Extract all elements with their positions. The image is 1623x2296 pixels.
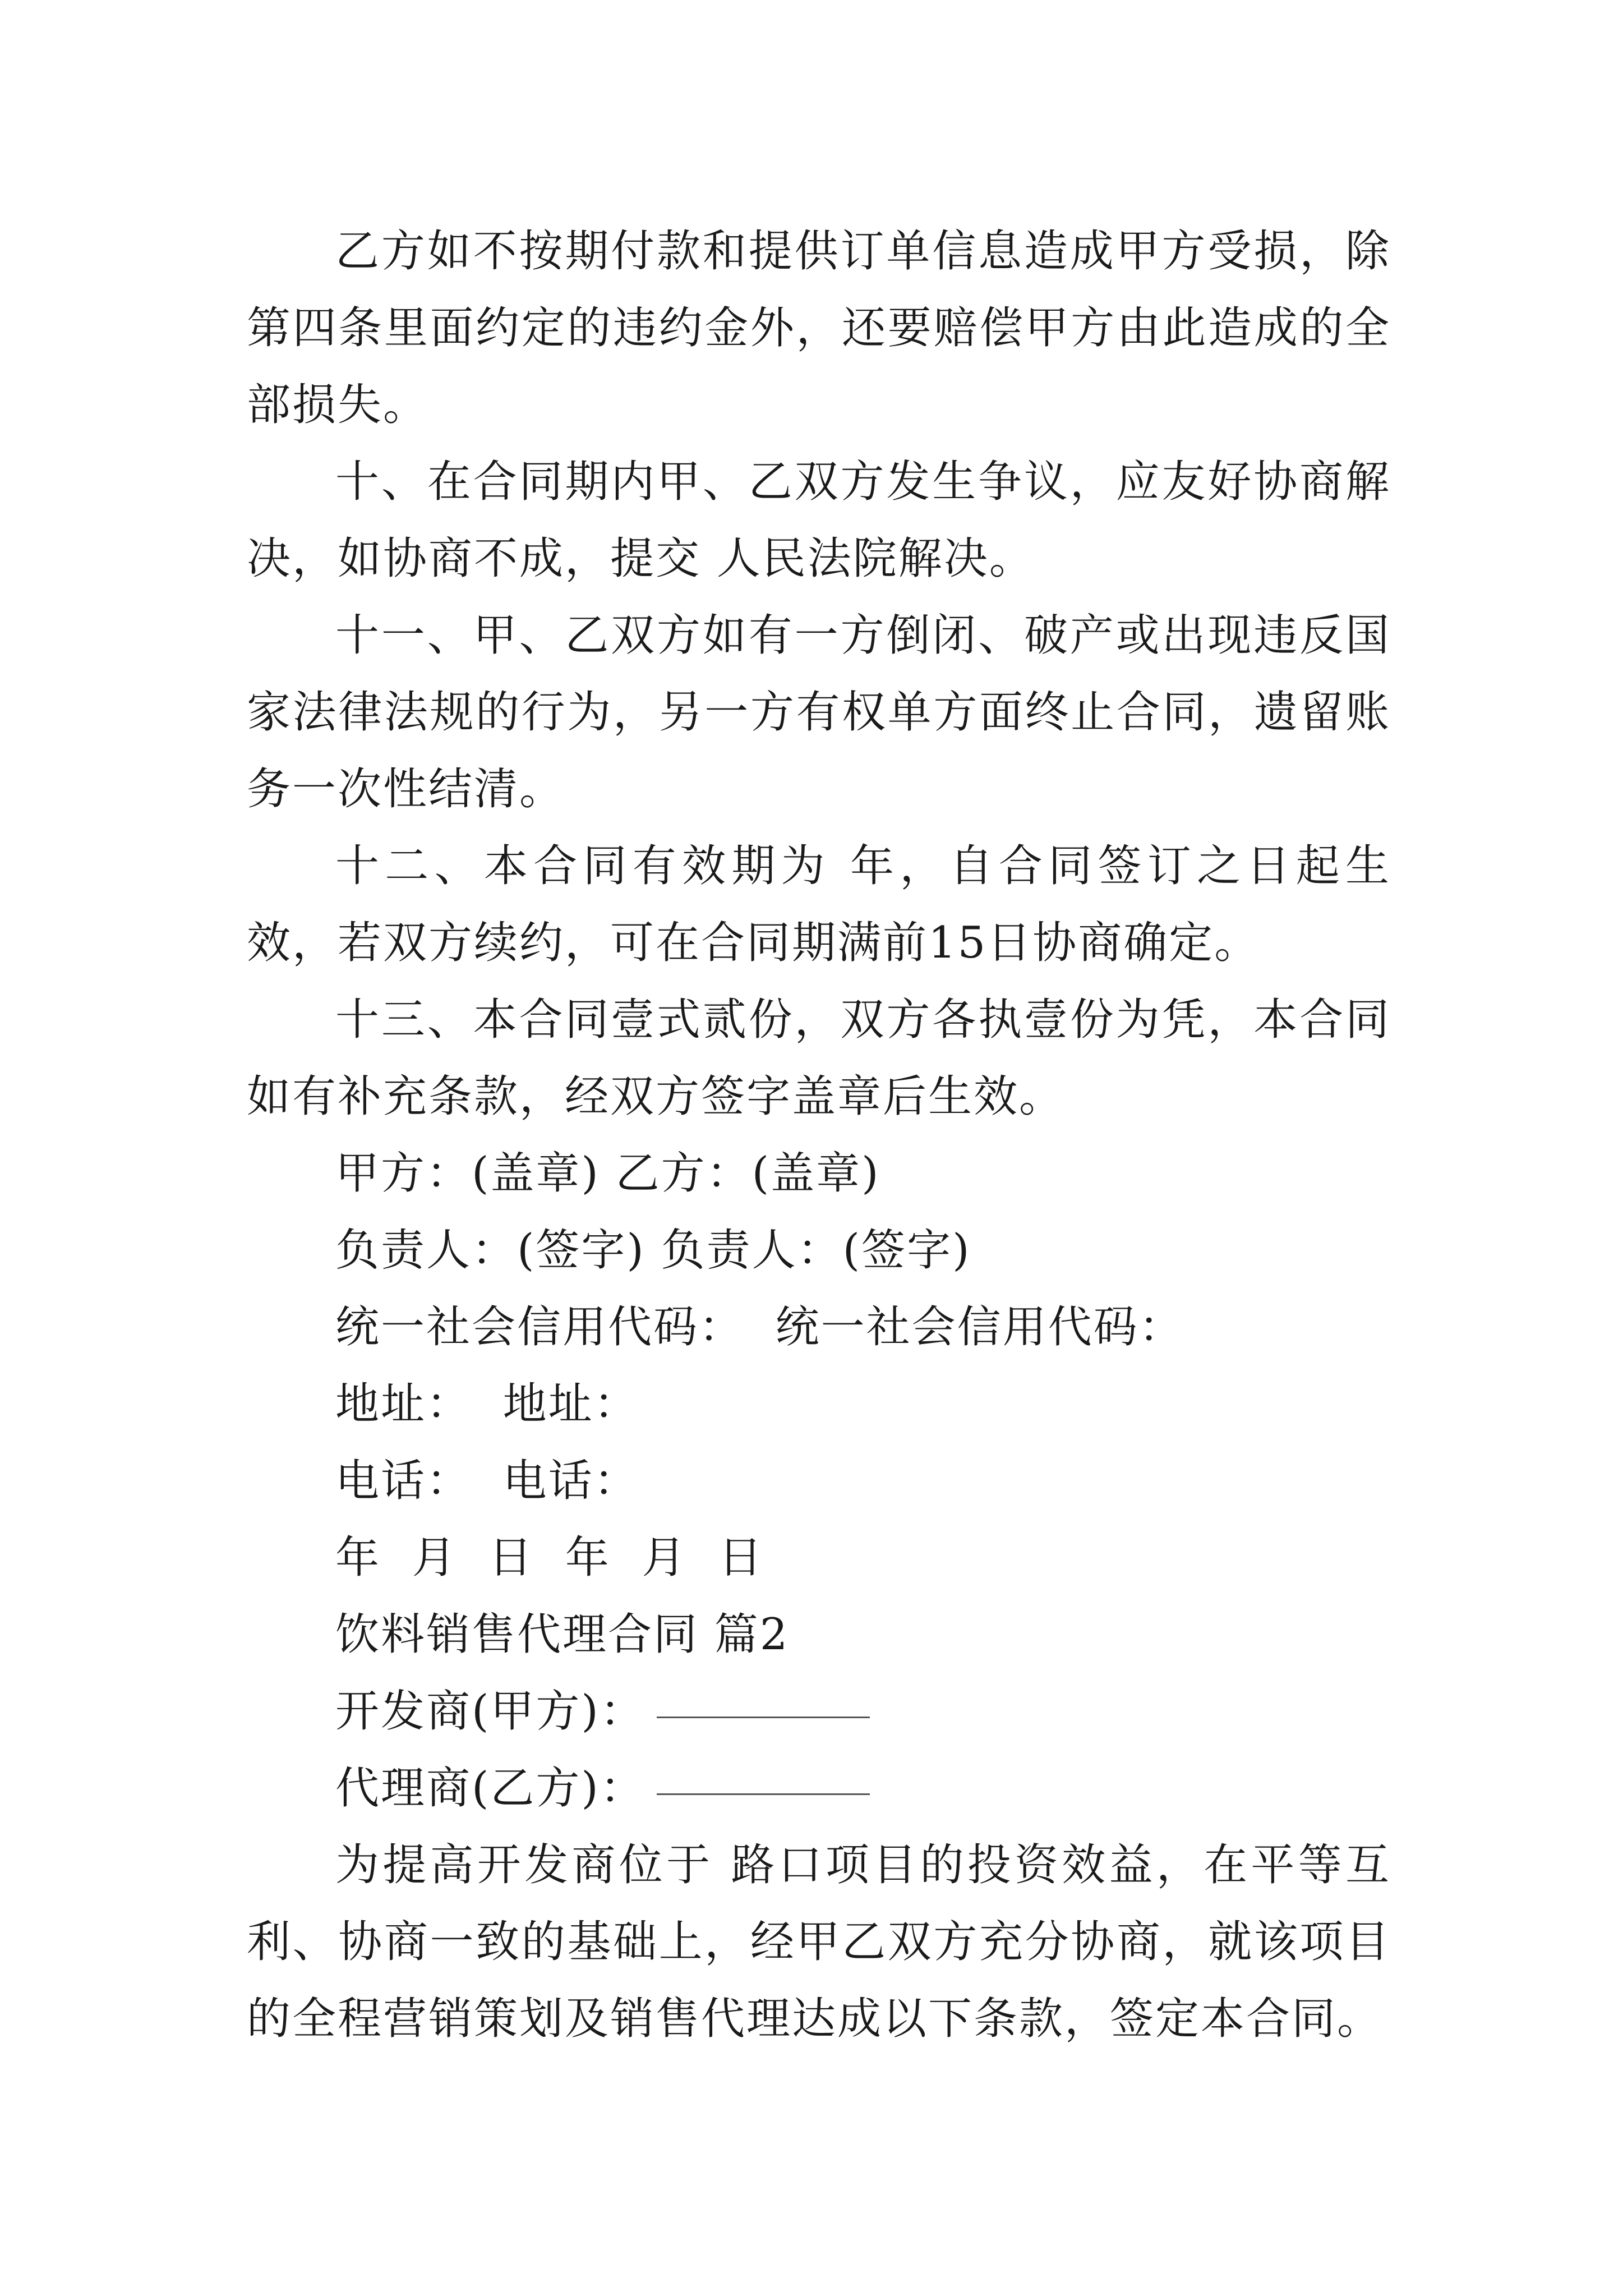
address-line: 地址： 地址： [335,1379,639,1429]
section-2-title: 饮料销售代理合同 篇2 [335,1609,790,1660]
phone-line: 电话： 电话： [335,1456,639,1506]
clause-10-dispute: 十、在合同期内甲、乙双方发生争议，应友好协商解决，如协商不成，提交 人民法院解决。 [247,457,1391,584]
agent-blank [657,1754,870,1795]
agent-label: 代理商(乙方)： [335,1763,645,1814]
agent-party-line [247,1750,1391,1827]
seal-line: 甲方：(盖章) 乙方：(盖章) [335,1148,880,1199]
section-2-intro: 为提高开发商位于 路口项目的投资效益，在平等互利、协商一致的基础上，经甲乙双方充分协商，就该项目的全程营销策划及销售代理达成以下条款，签定本合同。 [247,1840,1391,2044]
developer-label: 开发商(甲方)： [335,1686,645,1737]
clause-13-copies: 十三、本合同壹式贰份，双方各执壹份为凭，本合同如有补充条款，经双方签字盖章后生效。 [247,995,1391,1122]
clause-11-termination: 十一、甲、乙双方如有一方倒闭、破产或出现违反国家法律法规的行为，另一方有权单方面终止合同，遗留账务一次性结清。 [247,610,1391,815]
clause-9-liability: 乙方如不按期付款和提供订单信息造成甲方受损，除第四条里面约定的违约金外，还要赔偿甲方由此造成的全部损失。 [247,226,1391,430]
credit-code-line: 统一社会信用代码： 统一社会信用代码： [335,1302,1184,1352]
date-line: 年 月 日 年 月 日 [335,1533,764,1583]
document-body [247,213,1391,2058]
developer-blank [657,1677,870,1718]
developer-party-line [247,1673,1391,1750]
signer-line: 负责人：(签字) 负责人：(签字) [335,1225,971,1276]
clause-12-validity: 十二、本合同有效期为 年，自合同签订之日起生效，若双方续约，可在合同期满前15日协商确定。 [247,841,1391,968]
